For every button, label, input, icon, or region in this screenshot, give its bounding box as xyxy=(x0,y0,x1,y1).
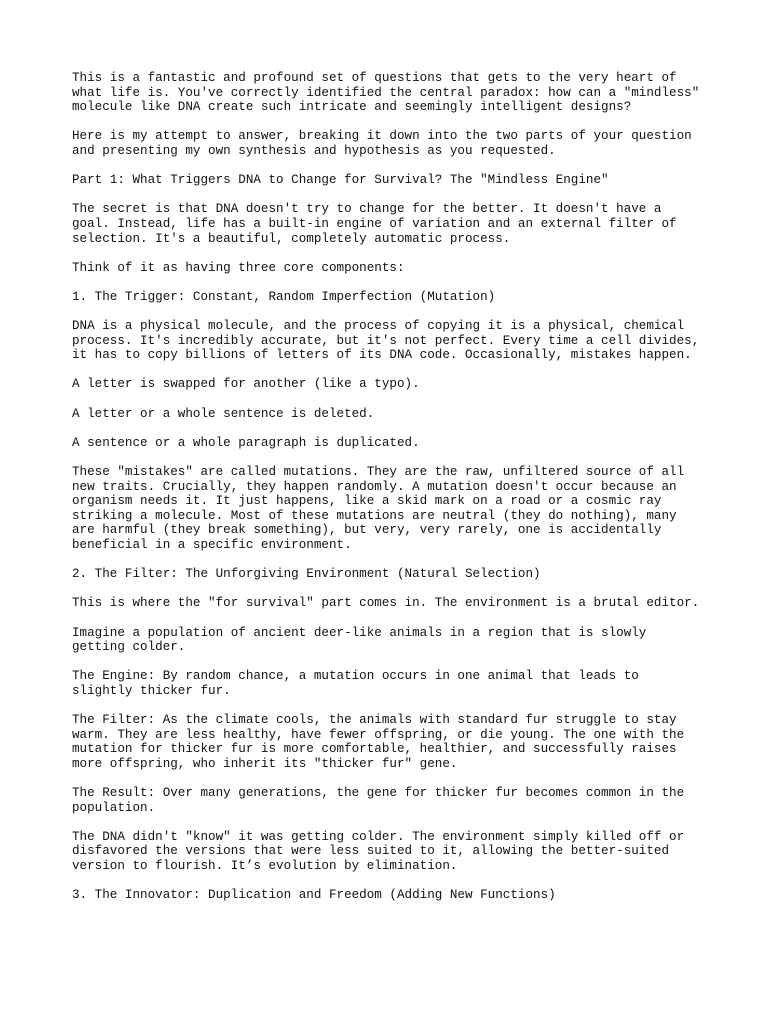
section-1-heading: 1. The Trigger: Constant, Random Imperfection (Mutation) xyxy=(72,289,496,304)
mutation-example-delete: A letter or a whole sentence is deleted. xyxy=(72,406,375,421)
mutation-example-swap: A letter is swapped for another (like a typo). xyxy=(72,377,420,392)
filter-paragraph: The Filter: As the climate cools, the animals with standard fur struggle to stay warm. They are less healthy, have fewer offspring, or die young. The one with the mutation for thicker fur is more comfortable, healthier, and successfully raises more offspring, who inherit its "thicker fur" gene. xyxy=(72,713,685,771)
approach-paragraph: Here is my attempt to answer, breaking it down into the two parts of your question and presenting my own synthesis and hypothesis as you requested. xyxy=(72,129,692,158)
mutations-paragraph: These "mistakes" are called mutations. They are the raw, unfiltered source of all new traits. Crucially, they happen randomly. A mutation doesn't occur because an organism needs it. It just happens, like a skid mark on a road or a cosmic ray striking a molecule. Most of these mutations are neutral (they do nothing), many are harmful (they break something), but very, very rarely, one is accidentally beneficial in a specific environment. xyxy=(72,465,685,552)
document-page xyxy=(72,71,732,917)
environment-paragraph: This is where the "for survival" part comes in. The environment is a brutal editor. xyxy=(72,596,700,611)
elimination-paragraph: The DNA didn't "know" it was getting colder. The environment simply killed off or disfavored the versions that were less suited to it, allowing the better-suited version to flourish. It’s evolution by elimination. xyxy=(72,829,685,874)
section-2-heading: 2. The Filter: The Unforgiving Environment (Natural Selection) xyxy=(72,567,541,582)
secret-paragraph: The secret is that DNA doesn't try to change for the better. It doesn't have a goal. Instead, life has a built-in engine of variation and an external filter of selection. It's a beautiful, completely automatic process. xyxy=(72,202,677,246)
section-3-heading: 3. The Innovator: Duplication and Freedom (Adding New Functions) xyxy=(72,888,556,903)
mutation-example-duplicate: A sentence or a whole paragraph is duplicated. xyxy=(72,435,420,450)
intro-paragraph: This is a fantastic and profound set of questions that gets to the very heart of what life is. You've correctly identified the central paradox: how can a "mindless" molecule like DNA create such intricate and seemingly intelligent designs? xyxy=(72,71,700,115)
engine-paragraph: The Engine: By random chance, a mutation occurs in one animal that leads to slightly thicker fur. xyxy=(72,669,639,698)
part-1-heading: Part 1: What Triggers DNA to Change for Survival? The "Mindless Engine" xyxy=(72,173,609,188)
dna-copying-paragraph: DNA is a physical molecule, and the process of copying it is a physical, chemical process. It's incredibly accurate, but it's not perfect. Every time a cell divides, it has to copy billions of letters of its DNA code. Occasionally, mistakes happen. xyxy=(72,319,700,363)
components-intro: Think of it as having three core components: xyxy=(72,260,405,275)
deer-example-paragraph: Imagine a population of ancient deer-like animals in a region that is slowly getting colder. xyxy=(72,625,647,655)
result-paragraph: The Result: Over many generations, the gene for thicker fur becomes common in the population. xyxy=(72,786,685,815)
